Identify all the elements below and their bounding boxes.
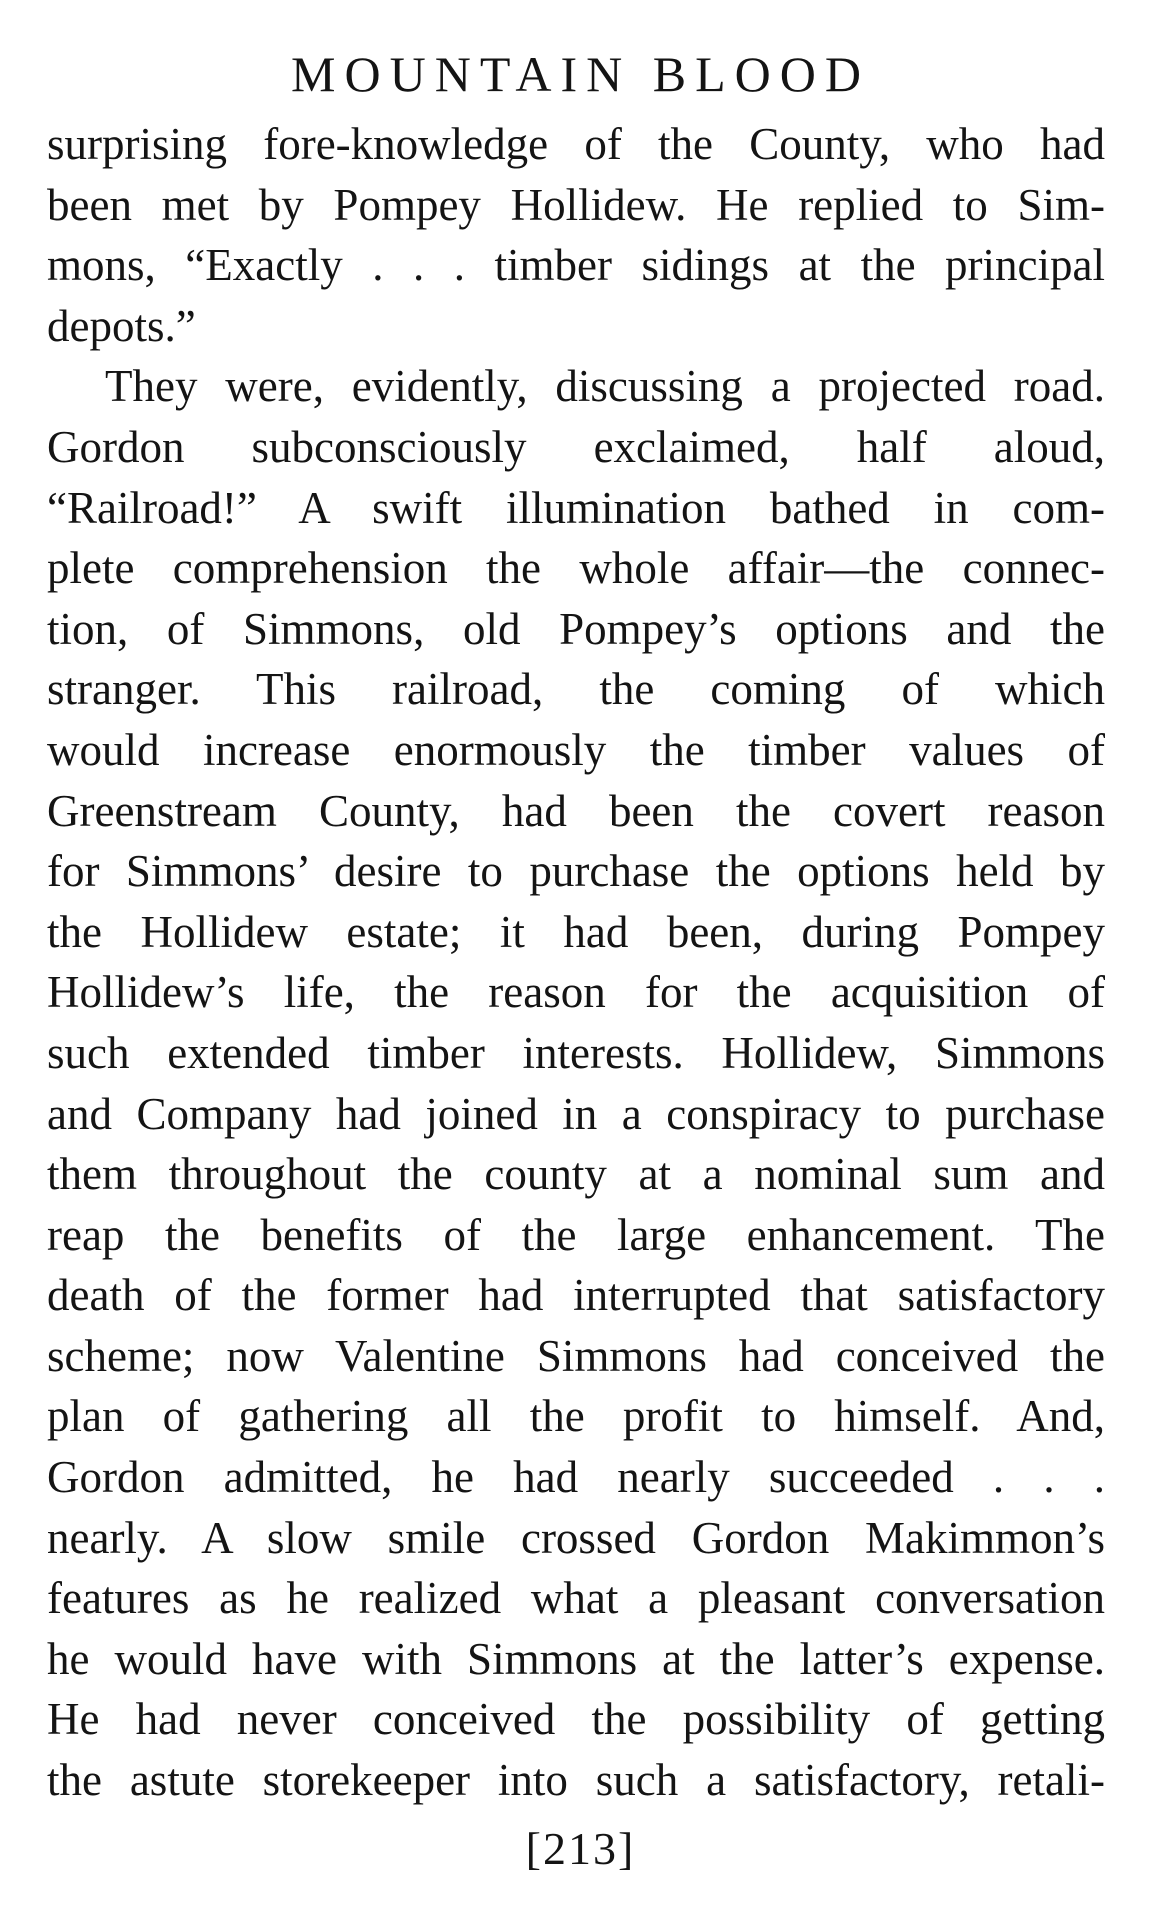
paragraph-first-line: They were, evidently, discussing a projected road. (105, 361, 1105, 412)
text-line: plan of gathering all the profit to himself. And, (47, 1391, 1105, 1442)
page-number: [213] (525, 1823, 636, 1874)
text-line: and Company had joined in a conspiracy to purchase (47, 1088, 1105, 1139)
text-line: depots.” (47, 300, 196, 351)
text-line: mons, “Exactly . . . timber sidings at the principal (47, 240, 1105, 291)
text-line: for Simmons’ desire to purchase the options held by (47, 846, 1105, 897)
text-line: he would have with Simmons at the latter’s expense. (47, 1633, 1105, 1684)
text-line: tion, of Simmons, old Pompey’s options and the (47, 603, 1105, 654)
text-line: plete comprehension the whole affair—the connec- (47, 543, 1105, 594)
text-line: He had never conceived the possibility of getting (47, 1694, 1105, 1745)
text-line: features as he realized what a pleasant conversation (47, 1573, 1105, 1624)
text-line: Gordon admitted, he had nearly succeeded . . . (47, 1452, 1105, 1503)
text-line: the astute storekeeper into such a satisfactory, retali- (47, 1755, 1105, 1806)
text-line: nearly. A slow smile crossed Gordon Makimmon’s (47, 1512, 1105, 1563)
text-line: such extended timber interests. Hollidew, Simmons (47, 1027, 1105, 1078)
text-line: surprising fore-knowledge of the County, who had (47, 119, 1105, 169)
text-line: reap the benefits of the large enhancement. The (47, 1209, 1105, 1260)
text-line: “Railroad!” A swift illumination bathed in com- (47, 482, 1105, 533)
text-line: Greenstream County, had been the covert reason (47, 785, 1105, 836)
text-line: Gordon subconsciously exclaimed, half aloud, (47, 421, 1105, 472)
text-line: been met by Pompey Hollidew. He replied to Sim- (47, 179, 1105, 230)
text-line: Hollidew’s life, the reason for the acquisition of (47, 967, 1105, 1018)
running-head: MOUNTAIN BLOOD (291, 46, 870, 102)
text-line: them throughout the county at a nominal sum and (47, 1149, 1105, 1200)
text-line: would increase enormously the timber values of (47, 724, 1105, 775)
text-line: scheme; now Valentine Simmons had conceived the (47, 1330, 1105, 1381)
body-text (47, 114, 1105, 1811)
text-line: death of the former had interrupted that satisfactory (47, 1270, 1105, 1321)
text-line: the Hollidew estate; it had been, during Pompey (47, 906, 1105, 957)
text-line: stranger. This railroad, the coming of which (47, 664, 1105, 715)
